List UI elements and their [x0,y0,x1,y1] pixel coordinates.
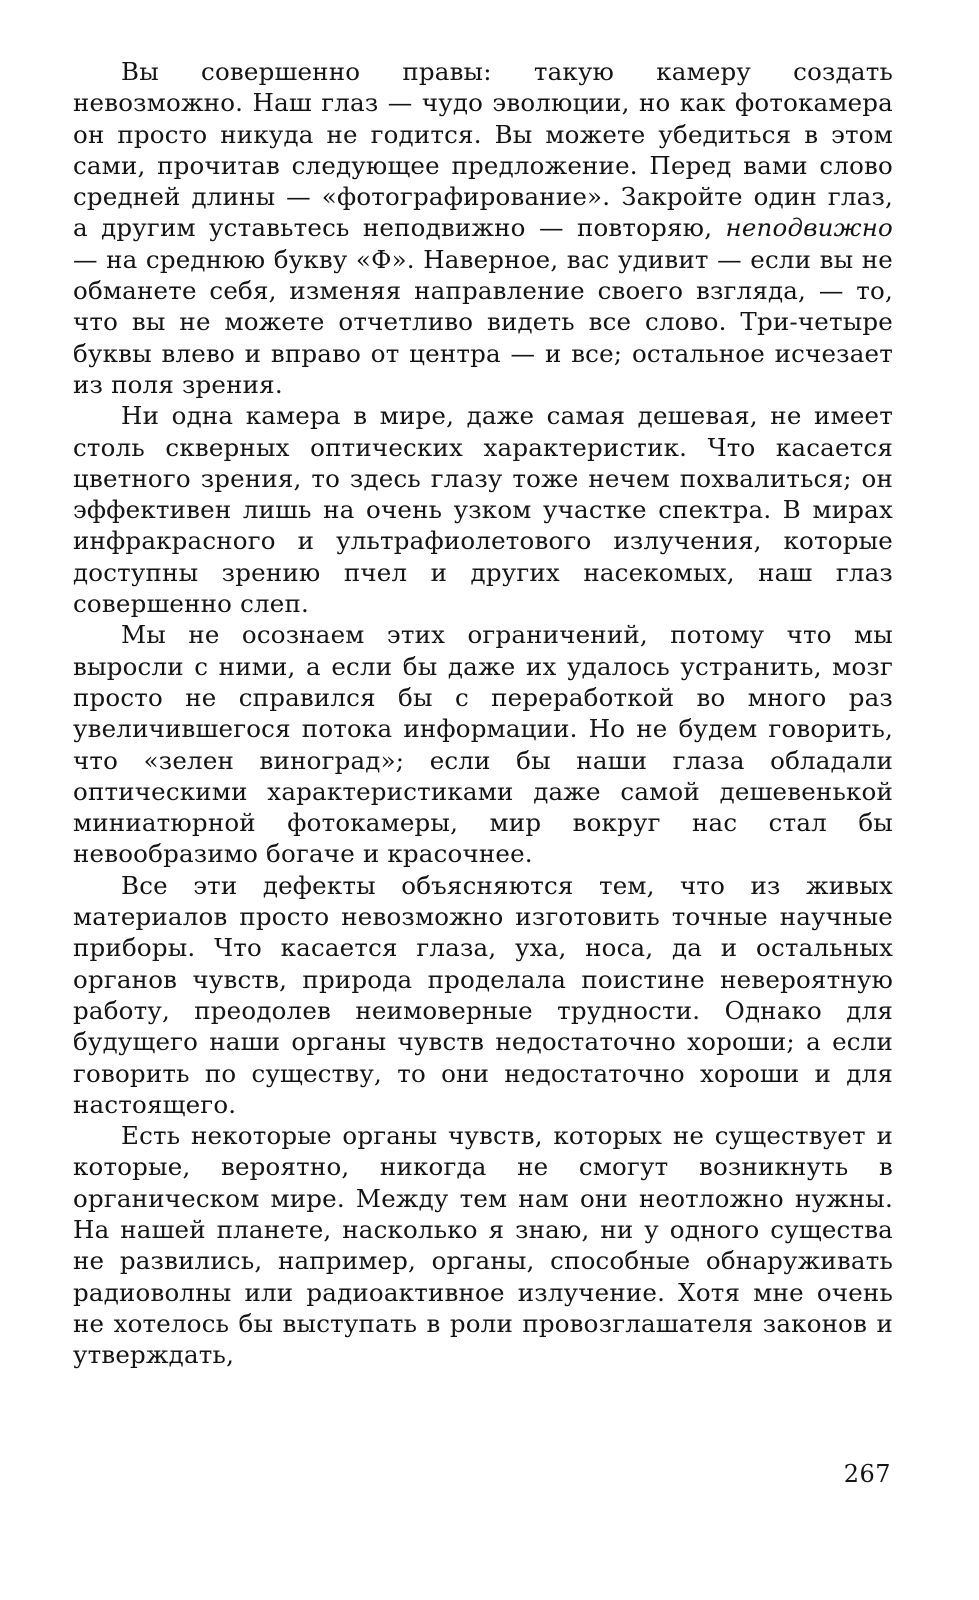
paragraph-1-emphasis: неподвижно [725,213,893,243]
paragraph-1-text-after: — на среднюю букву «Ф». Наверное, вас удивит — если вы не обманете себя, изменяя направление своего взгляда, — то, что вы не можете отчетливо видеть все слово. Три-четыре буквы влево и вправо от центра — и все; остальное исчезает из поля зрения. [73,244,893,399]
paragraph-3: Мы не осознаем этих ограничений, потому что мы выросли с ними, а если бы даже их удалось устранить, мозг просто не справился бы с переработкой во много раз увеличившегося потока информации. Но не будем говорить, что «зелен виноград»; если бы наши глаза обладали оптическими характеристиками даже самой дешевенькой миниатюрной фотокамеры, мир вокруг нас стал бы невообразимо богаче и красочнее. [73,620,893,869]
page-number: 267 [843,1460,891,1488]
book-page [73,56,893,1536]
paragraph-2: Ни одна камера в мире, даже самая дешевая, не имеет столь скверных оптических характеристик. Что касается цветного зрения, то здесь глазу тоже нечем похвалиться; он эффективен лишь на очень узком участке спектра. В мирах инфракрасного и ультрафиолетового излучения, которые доступны зрению пчел и других насекомых, наш глаз совершенно слеп. [73,401,893,619]
paragraph-5: Есть некоторые органы чувств, которых не существует и которые, вероятно, никогда не смогут возникнуть в органическом мире. Между тем нам они неотложно нужны. На нашей планете, насколько я знаю, ни у одного существа не развились, например, органы, способные обнаруживать радиоволны или радиоактивное излучение. Хотя мне очень не хотелось бы выступать в роли провозглашателя законов и утверждать, [73,1121,893,1370]
paragraph-4: Все эти дефекты объясняются тем, что из живых материалов просто невозможно изготовить точные научные приборы. Что касается глаза, уха, носа, да и остальных органов чувств, природа проделала поистине невероятную работу, преодолев неимоверные трудности. Однако для будущего наши органы чувств недостаточно хороши; а если говорить по существу, то они недостаточно хороши и для настоящего. [73,870,893,1119]
paragraph-1-text-before: Вы совершенно правы: такую камеру создать невозможно. Наш глаз — чудо эволюции, но как фотокамера он просто никуда не годится. Вы можете убедиться в этом сами, прочитав следующее предложение. Перед вами слово средней длины — «фотографирование». Закройте один глаз, а другим уставьтесь неподвижно — повторяю, [73,57,893,243]
paragraph-1 [73,56,893,400]
